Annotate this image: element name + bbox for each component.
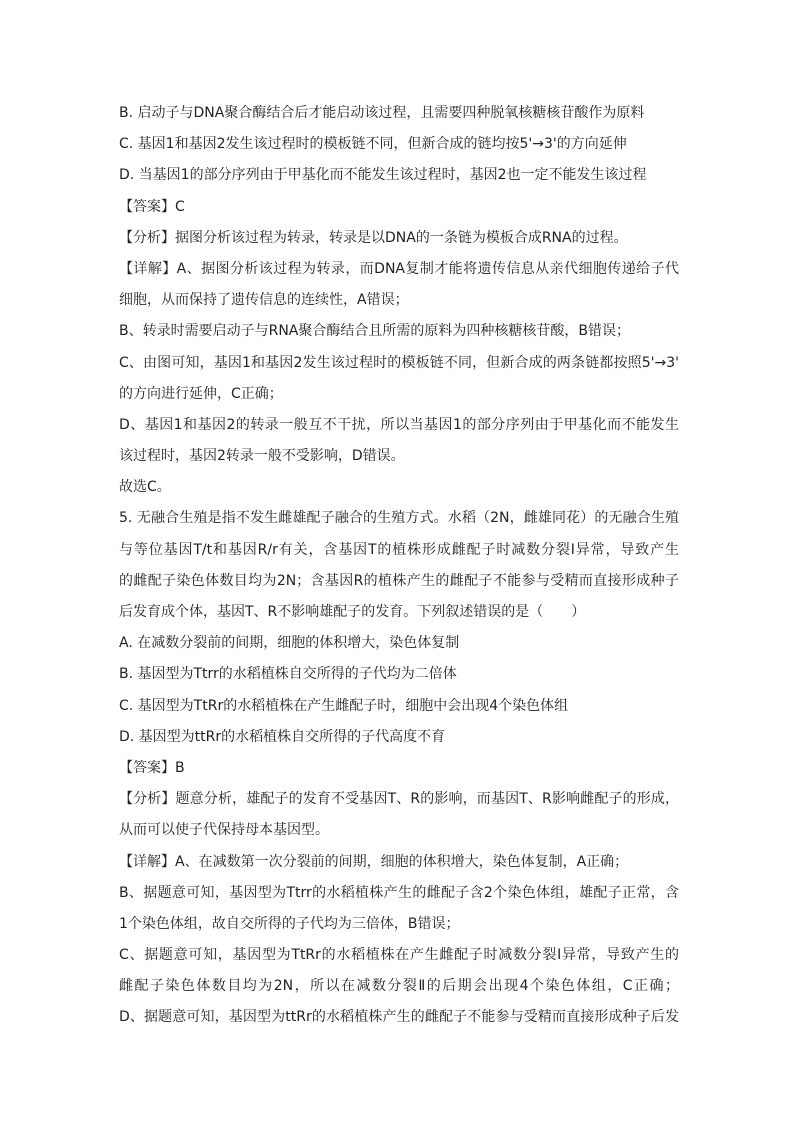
question-5-option-c: C. 基因型为TtRr的水稻植株在产生雌配子时，细胞中会出现4个染色体组 (119, 697, 569, 714)
question-5-explanation: 【详解】A、在减数第一次分裂前的间期，细胞的体积增大，染色体复制，A正确； (119, 853, 629, 870)
question-5-stem: 后发育成个体，基因T、R不影响雄配子的发育。下列叙述错误的是（ ） (119, 604, 586, 620)
question-5-option-a: A. 在减数分裂前的间期，细胞的体积增大，染色体复制 (119, 635, 460, 652)
option-d-previous-question: D. 当基因1的部分序列由于甲基化而不能发生该过程时，基因2也一定不能发生该过程 (119, 167, 647, 184)
question-5-option-d: D. 基因型为ttRr的水稻植株自交所得的子代高度不育 (119, 728, 446, 745)
option-b-previous-question: B. 启动子与DNA聚合酶结合后才能启动该过程，且需要四种脱氧核糖核苷酸作为原料 (119, 105, 645, 121)
question-5-explanation: C、据题意可知，基因型为TtRr的水稻植株在产生雌配子时减数分裂Ⅰ异常，导致产生的 (119, 947, 679, 964)
question-5-explanation: 雌配子染色体数目均为2N，所以在减数分裂Ⅱ的后期会出现4个染色体组，C正确； (119, 978, 679, 995)
question-5-explanation: D、据题意可知，基因型为ttRr的水稻植株产生的雌配子不能参与受精而直接形成种子后发 (119, 1009, 679, 1026)
explanation-line: 【详解】A、据图分析该过程为转录，而DNA复制才能将遗传信息从亲代细胞传递给子代 (119, 260, 679, 277)
explanation-line: 细胞，从而保持了遗传信息的连续性，A错误； (119, 292, 409, 309)
question-5-explanation: 1个染色体组，故自交所得的子代均为三倍体，B错误； (119, 915, 460, 932)
question-5-stem: 的雌配子染色体数目均为2N；含基因R的植株产生的雌配子不能参与受精而直接形成种子 (119, 572, 679, 589)
explanation-line: C、由图可知，基因1和基因2发生该过程时的模板链不同，但新合成的两条链都按照5'→3' (119, 354, 679, 371)
explanation-line: B、转录时需要启动子与RNA聚合酶结合且所需的原料为四种核糖核苷酸，B错误； (119, 323, 630, 340)
explanation-line: 的方向进行延伸，C正确； (119, 385, 283, 402)
option-c-previous-question: C. 基因1和基因2发生该过程时的模板链不同，但新合成的链均按5'→3'的方向延伸 (119, 136, 627, 153)
question-5-answer: 【答案】B (119, 759, 185, 776)
explanation-line: D、基因1和基因2的转录一般互不干扰，所以当基因1的部分序列由于甲基化而不能发生 (119, 416, 679, 433)
question-5-analysis: 从而可以使子代保持母本基因型。 (119, 822, 329, 839)
question-5-option-b: B. 基因型为Ttrr的水稻植株自交所得的子代均为二倍体 (119, 666, 457, 683)
question-5-analysis: 【分析】题意分析，雄配子的发育不受基因T、R的影响，而基因T、R影响雌配子的形成， (119, 791, 679, 808)
question-5-stem: 5. 无融合生殖是指不发生雌雄配子融合的生殖方式。水稻（2N，雌雄同花）的无融合生殖 (119, 510, 679, 527)
answer-previous-question: 【答案】C (119, 198, 185, 215)
analysis-previous-question: 【分析】据图分析该过程为转录，转录是以DNA的一条链为模板合成RNA的过程。 (119, 229, 628, 246)
choice-conclusion: 故选C。 (119, 479, 171, 496)
question-5-stem: 与等位基因T/t和基因R/r有关，含基因T的植株形成雌配子时减数分裂Ⅰ异常，导致产生 (119, 541, 679, 558)
explanation-line: 该过程时，基因2转录一般不受影响，D错误。 (119, 448, 405, 465)
document-body (119, 98, 679, 1034)
question-5-explanation: B、据题意可知，基因型为Ttrr的水稻植株产生的雌配子含2个染色体组，雄配子正常，含 (119, 884, 679, 901)
